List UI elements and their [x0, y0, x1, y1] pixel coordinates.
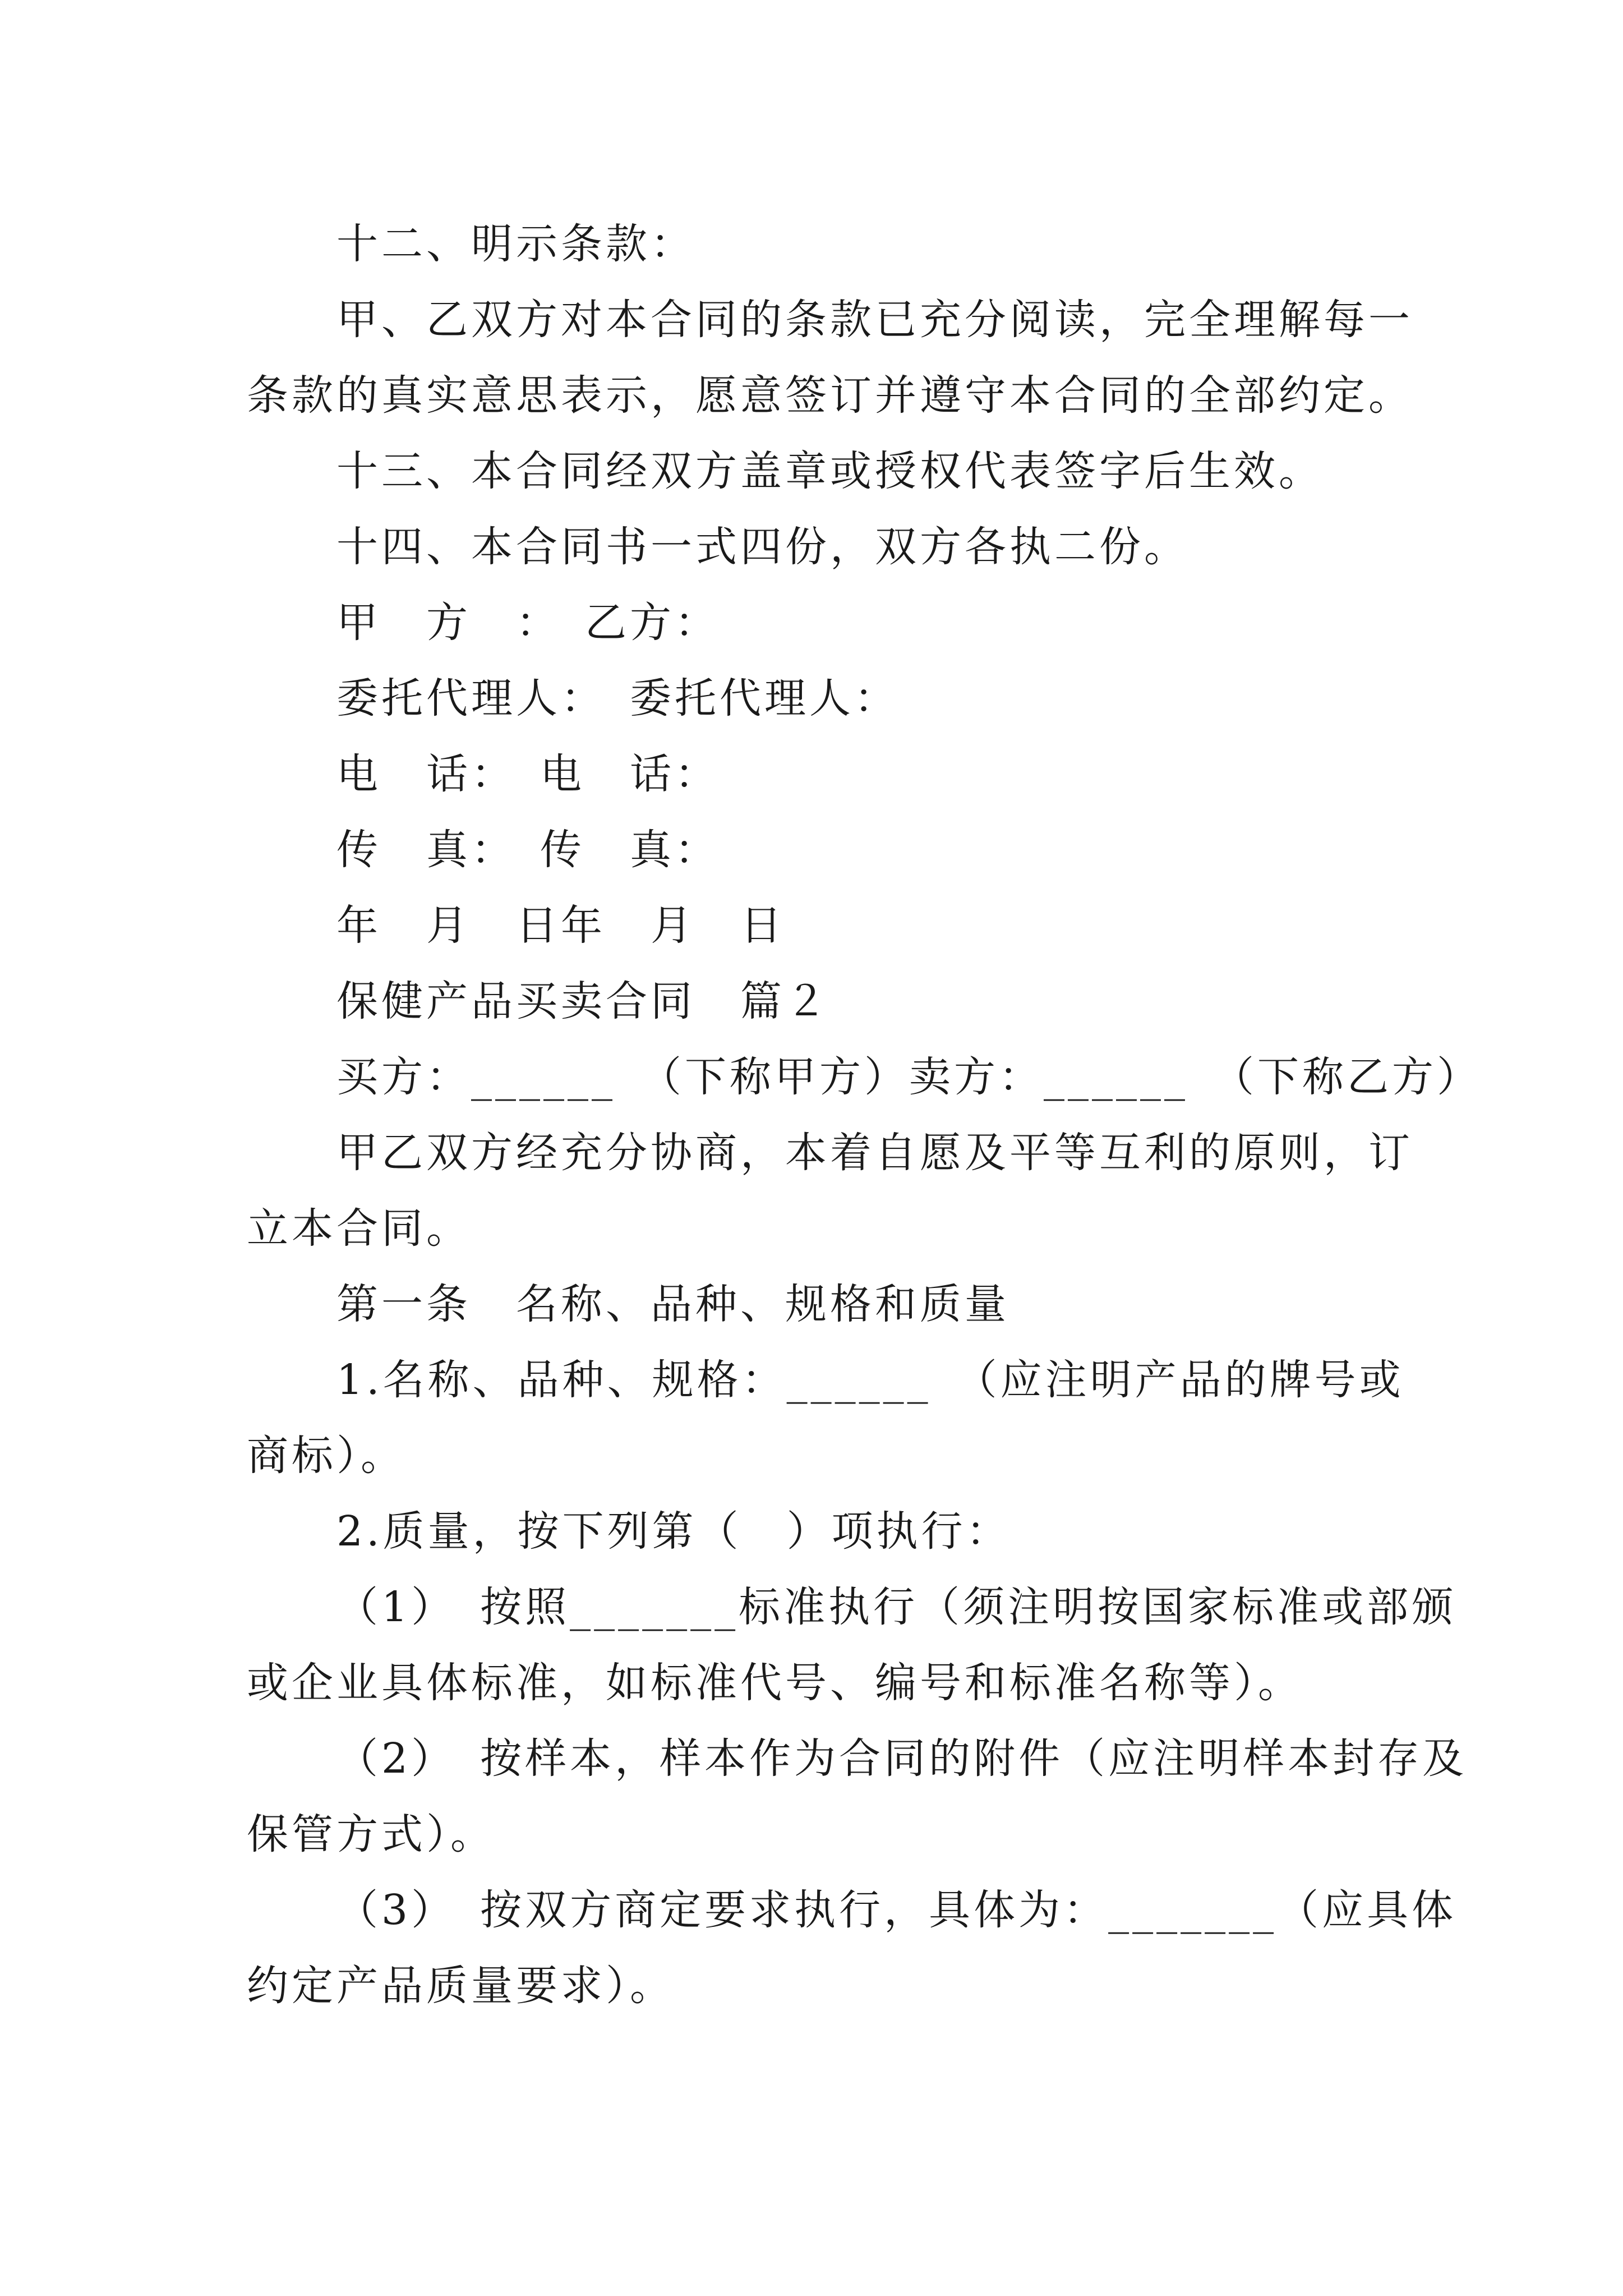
clause-14: 十四、本合同书一式四份，双方各执二份。 — [336, 523, 1189, 571]
item-1-line-2: 商标）。 — [247, 1432, 405, 1480]
option-1-line-2: 或企业具体标准，如标准代号、编号和标准名称等）。 — [247, 1659, 1303, 1707]
option-3-line-1: （3） 按双方商定要求执行，具体为：_______（应具体 — [336, 1886, 1457, 1934]
date-line: 年 月 日年 月 日 — [336, 901, 785, 950]
option-2-line-2: 保管方式）。 — [247, 1810, 495, 1858]
preamble-line-1: 甲乙双方经充分协商，本着自愿及平等互利的原则，订 — [336, 1129, 1413, 1177]
option-2-line-1: （2） 按样本，样本作为合同的附件（应注明样本封存及 — [336, 1734, 1468, 1783]
contract-2-title: 保健产品买卖合同 篇２ — [336, 977, 830, 1025]
agent-line: 委托代理人： 委托代理人： — [336, 674, 899, 723]
option-1-line-1: （1） 按照_______标准执行（须注明按国家标准或部颁 — [336, 1583, 1457, 1631]
option-3-line-2: 约定产品质量要求）。 — [247, 1962, 675, 2010]
party-line: 甲 方 ： 乙方： — [336, 599, 720, 647]
clause-12-heading: 十二、明示条款： — [336, 220, 695, 268]
item-1-line-1: 1.名称、品种、规格：______ （应注明产品的牌号或 — [336, 1356, 1404, 1404]
fax-line: 传 真： 传 真： — [336, 826, 720, 874]
item-2-heading: 2.质量，按下列第（ ）项执行： — [336, 1507, 1011, 1556]
preamble-line-2: 立本合同。 — [247, 1204, 471, 1253]
clause-13: 十三、本合同经双方盖章或授权代表签字后生效。 — [336, 447, 1324, 495]
buyer-seller-line: 买方：______ （下称甲方）卖方：______ （下称乙方） — [336, 1053, 1482, 1101]
clause-12-text-line-1: 甲、乙双方对本合同的条款已充分阅读，完全理解每一 — [336, 296, 1413, 344]
article-1-heading: 第一条 名称、品种、规格和质量 — [336, 1280, 1009, 1328]
clause-12-text-line-2: 条款的真实意思表示，愿意签订并遵守本合同的全部约定。 — [247, 371, 1413, 420]
phone-line: 电 话： 电 话： — [336, 750, 720, 798]
